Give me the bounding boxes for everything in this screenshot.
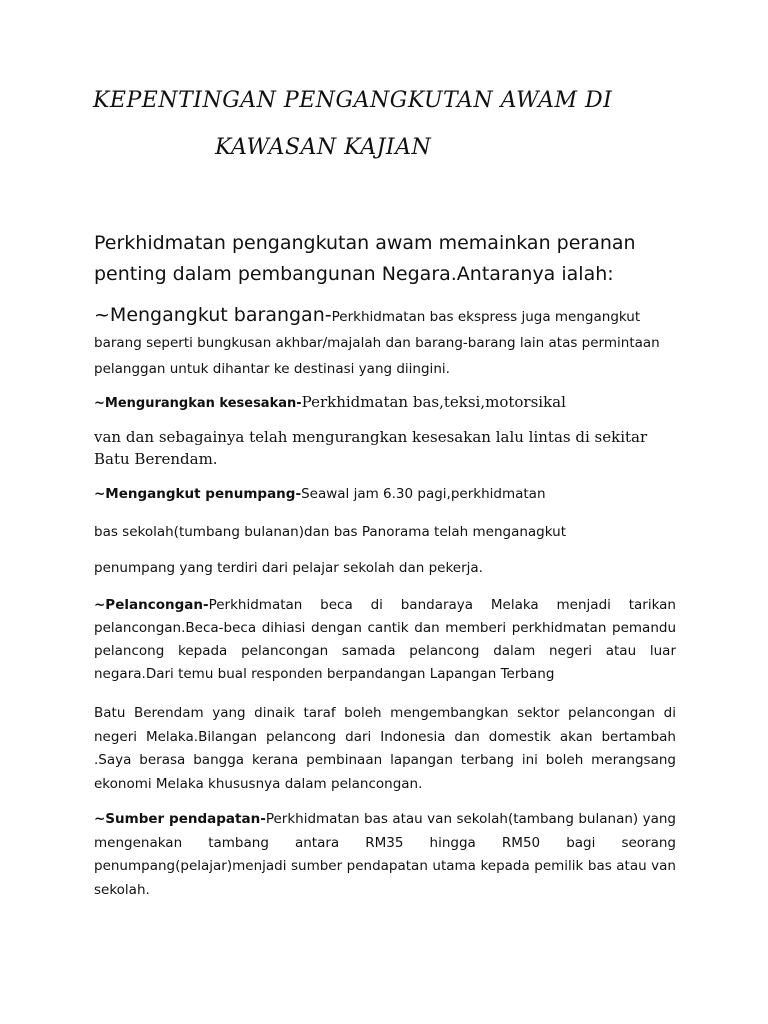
section-mengurangkan-kesesakan-body: van dan sebagainya telah mengurangkan kesesakan lalu lintas di sekitar Batu Berendam.	[94, 428, 648, 468]
section-heading: ~Mengurangkan kesesakan-	[94, 396, 302, 411]
section-mengangkut-barangan	[94, 302, 676, 382]
section-line: bas sekolah(tumbang bulanan)dan bas Panorama telah menganagkut	[94, 524, 566, 540]
section-line	[94, 486, 546, 502]
title-line-2: KAWASAN KAJIAN	[215, 135, 432, 160]
section-text: Perkhidmatan bas atau van sekolah(tambang bulanan) yang mengenakan tambang antara RM35 hingga RM50 bagi seorang penumpang(pelajar)menjadi sumber pendapatan utama kepada pemilik bas atau van sekolah.	[94, 811, 676, 898]
section-heading: ~Sumber pendapatan-	[94, 811, 266, 827]
title-line-1: KEPENTINGAN PENGANGKUTAN AWAM DI	[93, 88, 613, 113]
intro-paragraph: Perkhidmatan pengangkutan awam memainkan peranan penting dalam pembangunan Negara.Antaranya ialah:	[94, 232, 636, 285]
section-sumber-pendapatan	[94, 808, 676, 902]
section-heading: ~Mengangkut penumpang-	[94, 486, 302, 502]
section-line: penumpang yang terdiri dari pelajar sekolah dan pekerja.	[94, 560, 483, 576]
section-text: Seawal jam 6.30 pagi,perkhidmatan	[301, 486, 546, 502]
section-pelancongan-continuation: Batu Berendam yang dinaik taraf boleh mengembangkan sektor pelancongan di negeri Melaka.Bilangan pelancong dari Indonesia dan domestik akan bertambah .Saya berasa bangga kerana pembinaan lapangan terbang ini boleh merangsang ekonomi Melaka khususnya dalam pelancongan.	[94, 705, 676, 792]
section-text: Perkhidmatan bas ekspress juga mengangkut barang seperti bungkusan akhbar/majalah dan barang-barang lain atas permintaan pelanggan untuk dihantar ke destinasi yang diingini.	[94, 309, 660, 377]
section-pelancongan	[94, 594, 676, 686]
section-heading: ~Mengangkut barangan-	[94, 304, 332, 326]
section-text: Perkhidmatan bas,teksi,motorsikal	[301, 393, 566, 411]
section-text: Perkhidmatan beca di bandaraya Melaka menjadi tarikan pelancongan.Beca-beca dihiasi dengan cantik dan memberi perkhidmatan pemandu pelancong kepada pelancongan samada pelancong dalam negeri atau luar negara.Dari temu bual responden berpandangan Lapangan Terbang	[94, 597, 676, 682]
section-heading: ~Pelancongan-	[94, 597, 209, 613]
section-mengurangkan-kesesakan	[94, 389, 676, 417]
